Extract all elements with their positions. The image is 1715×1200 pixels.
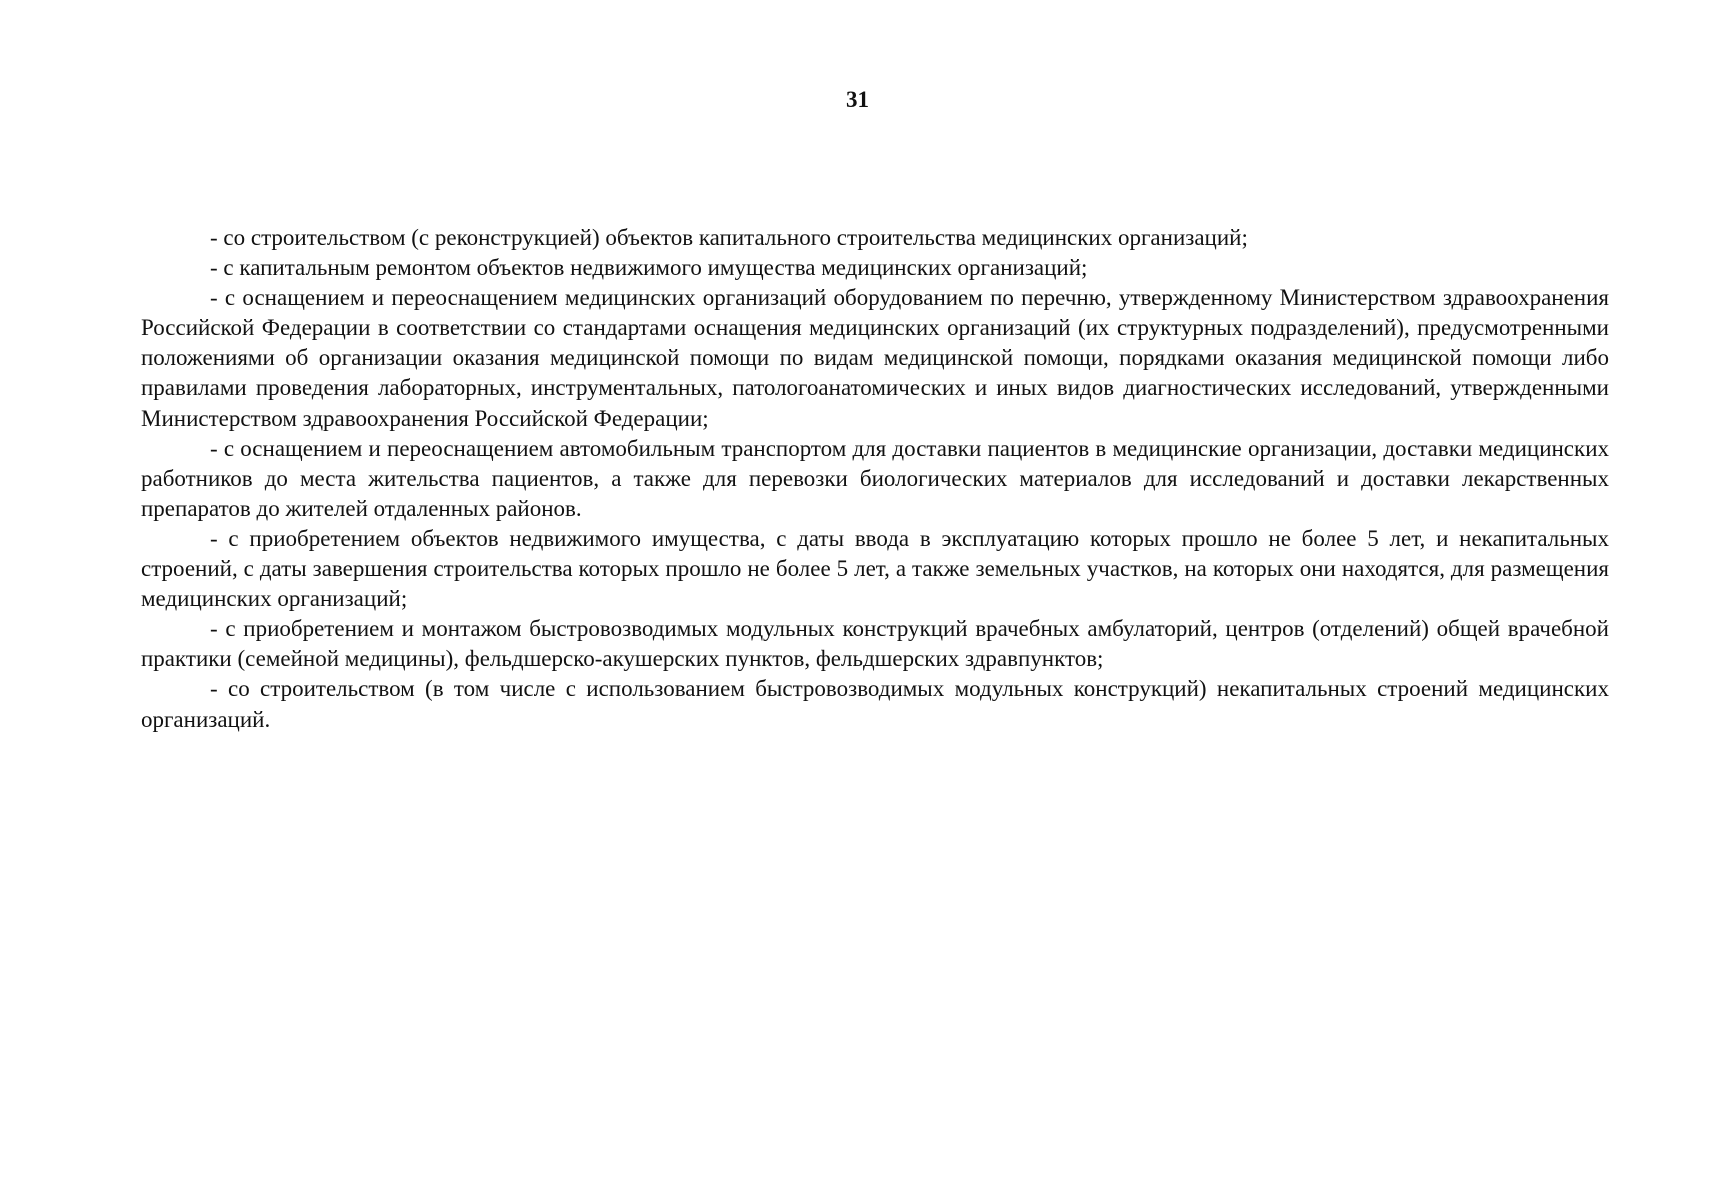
paragraph-noncapital-buildings: - со строительством (в том числе с использованием быстровозводимых модульных конструкций) некапитальных строений медицинских организаций.	[141, 676, 1609, 732]
paragraph-equipment: - с оснащением и переоснащением медицинских организаций оборудованием по перечню, утвержденному Министерством здравоохранения Российской Федерации в соответствии со стандартами оснащения медицинских организаций (их структурных подразделений), предусмотренными положениями об организации оказания медицинской помощи по видам медицинской помощи, порядками оказания медицинской помощи либо правилами проведения лабораторных, инструментальных, патологоанатомических и иных видов диагностических исследований, утвержденными Министерством здравоохранения Российской Федерации;	[141, 285, 1609, 431]
paragraph-construction: - со строительством (с реконструкцией) объектов капитального строительства медицинских организаций;	[210, 225, 1248, 250]
paragraph-modular-constructions: - с приобретением и монтажом быстровозводимых модульных конструкций врачебных амбулаторий, центров (отделений) общей врачебной практики (семейной медицины), фельдшерско-акушерских пунктов, фельдшерских здравпунктов;	[141, 616, 1609, 672]
page-number: 31	[846, 87, 869, 112]
paragraph-real-estate: - с приобретением объектов недвижимого имущества, с даты ввода в эксплуатацию которых прошло не более 5 лет, и некапитальных строений, с даты завершения строительства которых прошло не более 5 лет, а также земельных участков, на которых они находятся, для размещения медицинских организаций;	[141, 525, 1609, 612]
paragraph-vehicles: - с оснащением и переоснащением автомобильным транспортом для доставки пациентов в медицинские организации, доставки медицинских работников до места жительства пациентов, а также для перевозки биологических материалов для исследований и доставки лекарственных препаратов до жителей отдаленных районов.	[141, 435, 1609, 521]
paragraph-capital-repair: - с капитальным ремонтом объектов недвижимого имущества медицинских организаций;	[210, 255, 1088, 281]
body-text	[141, 223, 1609, 735]
